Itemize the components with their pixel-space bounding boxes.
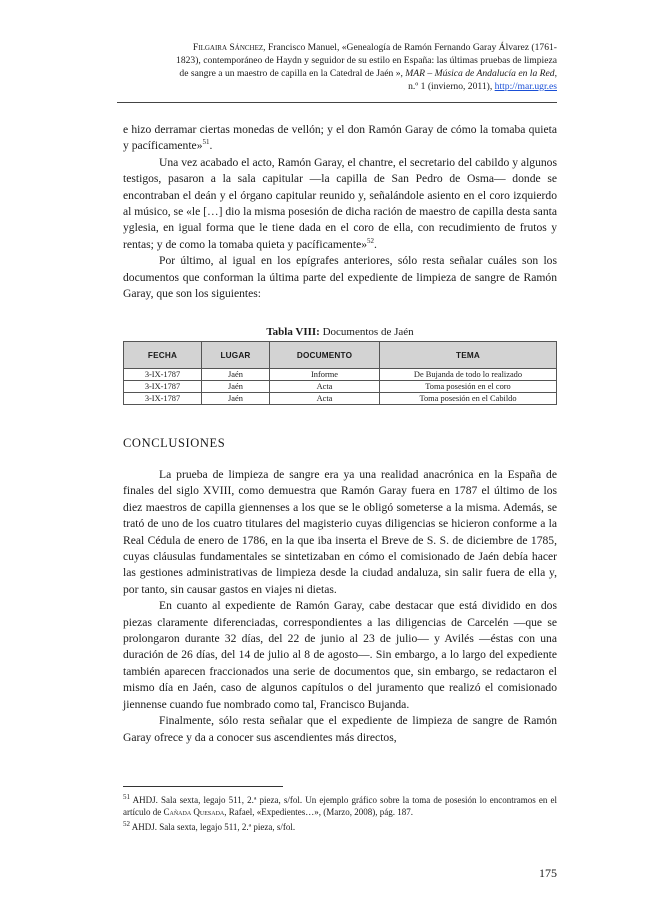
footnotes [123, 794, 557, 835]
section-heading: CONCLUSIONES [123, 436, 226, 450]
table-cell: Jaén [202, 381, 270, 393]
column-header-lugar: LUGAR [202, 342, 270, 369]
paragraph [123, 155, 557, 253]
table-row [124, 381, 557, 393]
table-cell: Toma posesión en el Cabildo [380, 393, 557, 405]
column-header-fecha: FECHA [124, 342, 202, 369]
header-line1: , Francisco Manuel, «Genealogía de Ramón Fernando Garay Álvarez (1761- [263, 42, 557, 53]
paragraph-text: e hizo derramar ciertas monedas de vellón; y el don Ramón Garay de cómo la tomaba quieta y pacíficamente» [123, 123, 557, 153]
footnote-ref-51[interactable]: 51 [202, 138, 210, 147]
table-caption [123, 326, 557, 338]
footnote-number: 51 [123, 793, 130, 801]
header-rule [117, 102, 557, 103]
paragraph: Finalmente, sólo resta señalar que el expediente de limpieza de sangre de Ramón Garay ofrece y da a conocer sus ascendientes más directos, [123, 714, 557, 744]
page-number: 175 [539, 866, 557, 880]
table-cell: Jaén [202, 369, 270, 381]
body-text-top [123, 122, 557, 302]
paragraph: En cuanto al expediente de Ramón Garay, cabe destacar que está dividido en dos piezas claramente diferenciadas, correspondientes a las diligencias de Carcelén —que se prolongaron durante 32 días, del 22 de junio al 23 de julio— y Avilés —éstas con una duración de 26 días, del 14 de julio al 8 de agosto—. Sin embargo, a lo largo del expediente también aparecen fraccionados una serie de documentos que, sin embargo, se redactaron el mismo día en Jaén, caso de algunos capítulos o del juramento que realizó el comisionado jiennense cuando fue nombrado como tal, Francisco Bujanda. [123, 599, 557, 711]
header-line3: de sangre a un maestro de capilla en la Catedral de Jaén », [179, 68, 406, 79]
paragraph-text: Una vez acabado el acto, Ramón Garay, el chantre, el secretario del cabildo y algunos testigos, pasaron a la sala capitular —la capilla de San Pedro de Osma— donde se encontraban el deán y el órgano capitular reunido y, señalándole asiento en el coro izquierdo al músico, se «le […] dio la misma posesión de dicha ración de maestro de capilla desta santa yglesia, en igual forma que le tiene dada en el coro de ella, con recudimiento de frutos y rentas; y de como la tomaba quieta y pacíficamente» [123, 155, 557, 251]
footnote-author: Cañada Quesada [163, 807, 225, 818]
table-row [124, 393, 557, 405]
footnote-52 [123, 821, 557, 833]
footnote-text-end: , Rafael, «Expedientes…», (Marzo, 2008), pág. 187. [224, 807, 413, 818]
table-caption-label: Tabla VIII: [266, 326, 320, 338]
table-cell: Jaén [202, 393, 270, 405]
documents-table [123, 341, 557, 405]
paragraph-tail: . [374, 237, 377, 251]
table-row [124, 369, 557, 381]
header-journal: MAR – Música de Andalucía en la Red [405, 68, 555, 79]
table-cell: De Bujanda de todo lo realizado [380, 369, 557, 381]
footnote-51 [123, 794, 557, 819]
column-header-tema: TEMA [380, 342, 557, 369]
footnote-text: AHDJ. Sala sexta, legajo 511, 2.ª pieza, s/fol. [130, 821, 296, 832]
running-header [125, 41, 557, 93]
table-cell: 3-IX-1787 [124, 393, 202, 405]
table-cell: Acta [270, 393, 380, 405]
table-header-row [124, 342, 557, 369]
footnote-number: 52 [123, 819, 130, 828]
table-caption-text: Documentos de Jaén [319, 326, 414, 338]
header-line2: 1823), contemporáneo de Haydn y seguidor de su estilo en España: las últimas pruebas de limpieza [176, 55, 557, 66]
journal-link[interactable]: http://mar.ugr.es [494, 81, 557, 92]
paragraph-tail: . [209, 139, 213, 153]
paragraph-text: Por último, al igual en los epígrafes anteriores, sólo resta señalar cuáles son los documentos que conforman la última parte del expediente de limpieza de sangre de Ramón Garay, que son los siguientes: [123, 254, 557, 301]
footnote-rule [123, 786, 283, 787]
table-cell: 3-IX-1787 [124, 369, 202, 381]
footnote-ref-52[interactable]: 52 [367, 236, 375, 245]
header-line4: n.º 1 (invierno, 2011), [408, 81, 495, 92]
body-text-bottom [123, 467, 557, 746]
footnote-text: AHDJ. Sala sexta, legajo 511, 2.ª pieza, s/fol. Un ejemplo gráfico sobre la toma de posesión lo encontramos en el artículo de [123, 795, 557, 818]
paragraph: La prueba de limpieza de sangre era ya una realidad anacrónica en la España de finales del siglo XVIII, como demuestra que Ramón Garay fuera en 1787 el último de los diez maestros de capilla giennenses a los que se le obligó someterse a la misma. Además, se trató de uno de los cuatro titulares del magisterio cuyas diligencias se hicieron conforme a la Real Cédula de enero de 1786, en la que iba inserta el Breve de S. S. de diciembre de 1785, cuyas cláusulas fundamentales se sintetizaban en cómo el comisionado de Jaén debía hacer las gestiones administrativas de limpieza desde la ciudad andaluza, sin salir fuera de ella y, por tanto, sin causar gastos en viajes ni dietas. [123, 468, 557, 596]
table-cell: Toma posesión en el coro [380, 381, 557, 393]
paragraph [123, 253, 557, 302]
table-cell: 3-IX-1787 [124, 381, 202, 393]
header-author: Filgaira Sánchez [192, 42, 264, 53]
table-cell: Acta [270, 381, 380, 393]
paragraph-continued [123, 122, 557, 155]
table-cell: Informe [270, 369, 380, 381]
header-comma: , [554, 68, 557, 79]
column-header-documento: DOCUMENTO [270, 342, 380, 369]
